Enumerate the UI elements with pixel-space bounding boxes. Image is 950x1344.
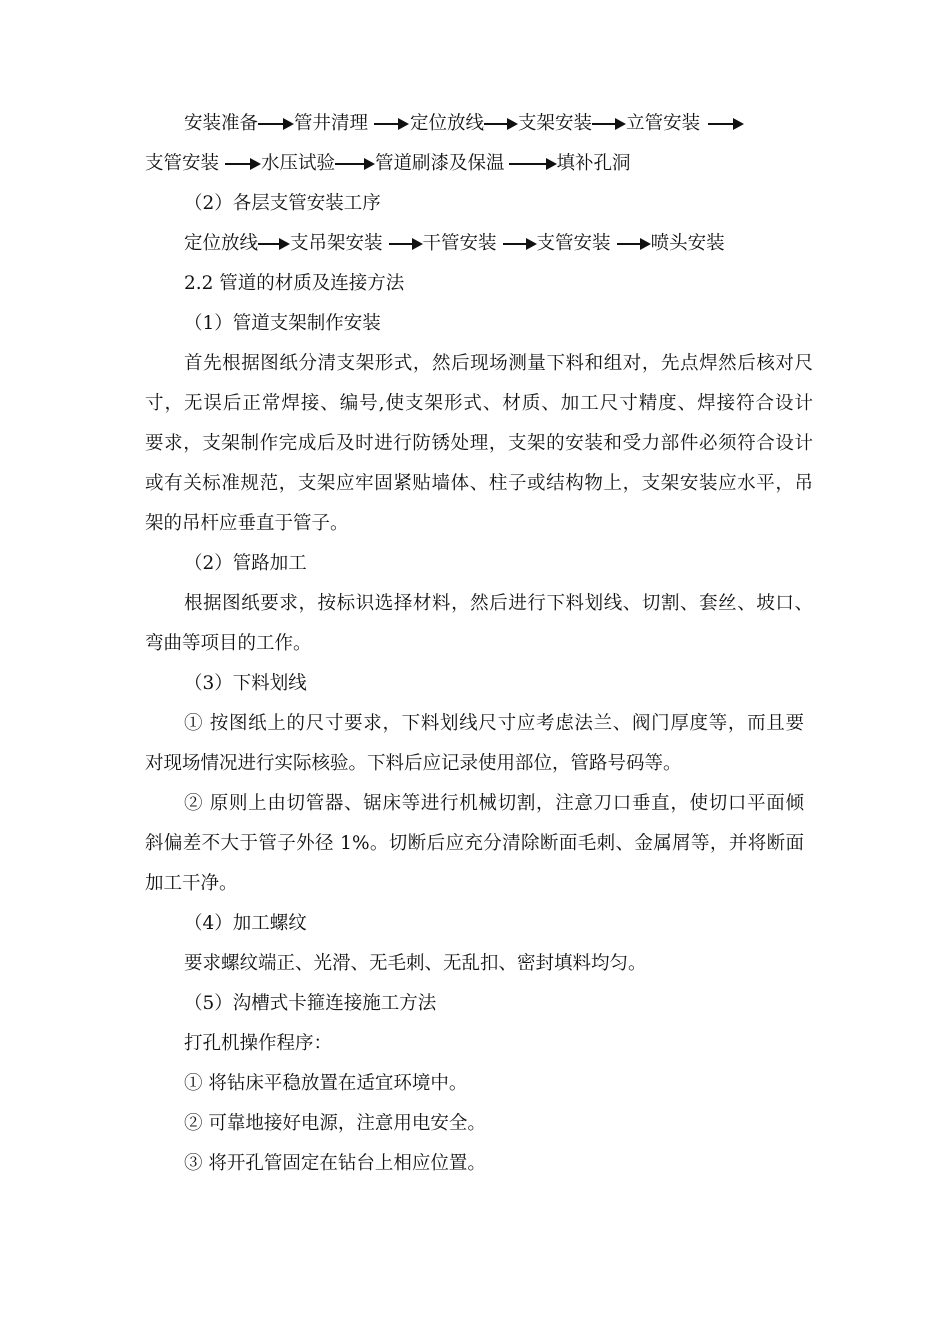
subsection-heading: （1）管道支架制作安装: [184, 313, 381, 334]
subsection-heading: （2）各层支管安装工序: [184, 193, 381, 214]
arrow-right-icon: [708, 117, 744, 131]
paragraph-line: 对现场情况进行实际核验。下料后应记录使用部位，管路号码等。: [145, 753, 682, 774]
list-item: ③ 将开孔管固定在钻台上相应位置。: [184, 1153, 486, 1174]
arrow-right-icon: [335, 157, 375, 171]
paragraph-line: 首先根据图纸分清支架形式，然后现场测量下料和组对，先点焊然后核对尺: [184, 353, 813, 374]
branch-process-flow: [184, 232, 725, 256]
flow-step: 支架安装: [518, 113, 593, 134]
flow-step: 管井清理: [294, 113, 369, 134]
flow-step: 支管安装: [145, 153, 220, 174]
section-title: 2.2 管道的材质及连接方法: [184, 273, 405, 294]
paragraph-line: ① 按图纸上的尺寸要求，下料划线尺寸应考虑法兰、阀门厚度等，而且要: [184, 713, 804, 734]
process-flow-row-2: [145, 152, 631, 176]
list-item: ① 将钻床平稳放置在适宜环境中。: [184, 1073, 468, 1094]
list-item: ② 可靠地接好电源，注意用电安全。: [184, 1113, 486, 1134]
paragraph-line: 寸，无误后正常焊接、编号,使支架形式、材质、加工尺寸精度、焊接符合设计: [145, 393, 813, 414]
flow-step: 定位放线: [184, 233, 259, 254]
paragraph-line: 打孔机操作程序：: [184, 1033, 333, 1054]
subsection-heading: （3）下料划线: [184, 673, 307, 694]
paragraph-line: ② 原则上由切管器、锯床等进行机械切割，注意刀口垂直，使切口平面倾: [184, 793, 804, 814]
paragraph-line: 或有关标准规范，支架应牢固紧贴墙体、柱子或结构物上，支架安装应水平，吊: [145, 473, 813, 494]
arrow-right-icon: [258, 237, 290, 251]
flow-step: 管道刷漆及保温: [375, 153, 505, 174]
arrow-right-icon: [225, 157, 261, 171]
paragraph-line: 要求，支架制作完成后及时进行防锈处理，支架的安装和受力部件必须符合设计: [145, 433, 813, 454]
arrow-right-icon: [258, 117, 294, 131]
flow-step: 定位放线: [410, 113, 485, 134]
arrow-right-icon: [484, 117, 518, 131]
paragraph-line: 要求螺纹端正、光滑、无毛刺、无乱扣、密封填料均匀。: [184, 953, 647, 974]
flow-step: 支管安装: [536, 233, 611, 254]
subsection-heading: （2）管路加工: [184, 553, 307, 574]
arrow-right-icon: [617, 237, 651, 251]
paragraph-line: 架的吊杆应垂直于管子。: [145, 513, 349, 534]
arrow-right-icon: [389, 237, 423, 251]
arrow-right-icon: [374, 117, 410, 131]
flow-step: 支吊架安装: [290, 233, 383, 254]
flow-step: 水压试验: [261, 153, 336, 174]
arrow-right-icon: [503, 237, 537, 251]
paragraph-line: 根据图纸要求，按标识选择材料，然后进行下料划线、切割、套丝、坡口、: [184, 593, 813, 614]
flow-step: 喷头安装: [650, 233, 725, 254]
paragraph-line: 斜偏差不大于管子外径 1%。切断后应充分清除断面毛刺、金属屑等，并将断面: [145, 833, 804, 854]
subsection-heading: （4）加工螺纹: [184, 913, 307, 934]
paragraph-line: 加工干净。: [145, 873, 238, 894]
arrow-right-icon: [592, 117, 626, 131]
flow-step: 干管安装: [422, 233, 497, 254]
paragraph-line: 弯曲等项目的工作。: [145, 633, 312, 654]
flow-step: 立管安装: [626, 113, 701, 134]
arrow-right-icon: [509, 157, 557, 171]
flow-step: 填补孔洞: [556, 153, 631, 174]
subsection-heading: （5）沟槽式卡箍连接施工方法: [184, 993, 437, 1014]
process-flow-row-1: [184, 112, 744, 136]
flow-step: 安装准备: [184, 113, 259, 134]
